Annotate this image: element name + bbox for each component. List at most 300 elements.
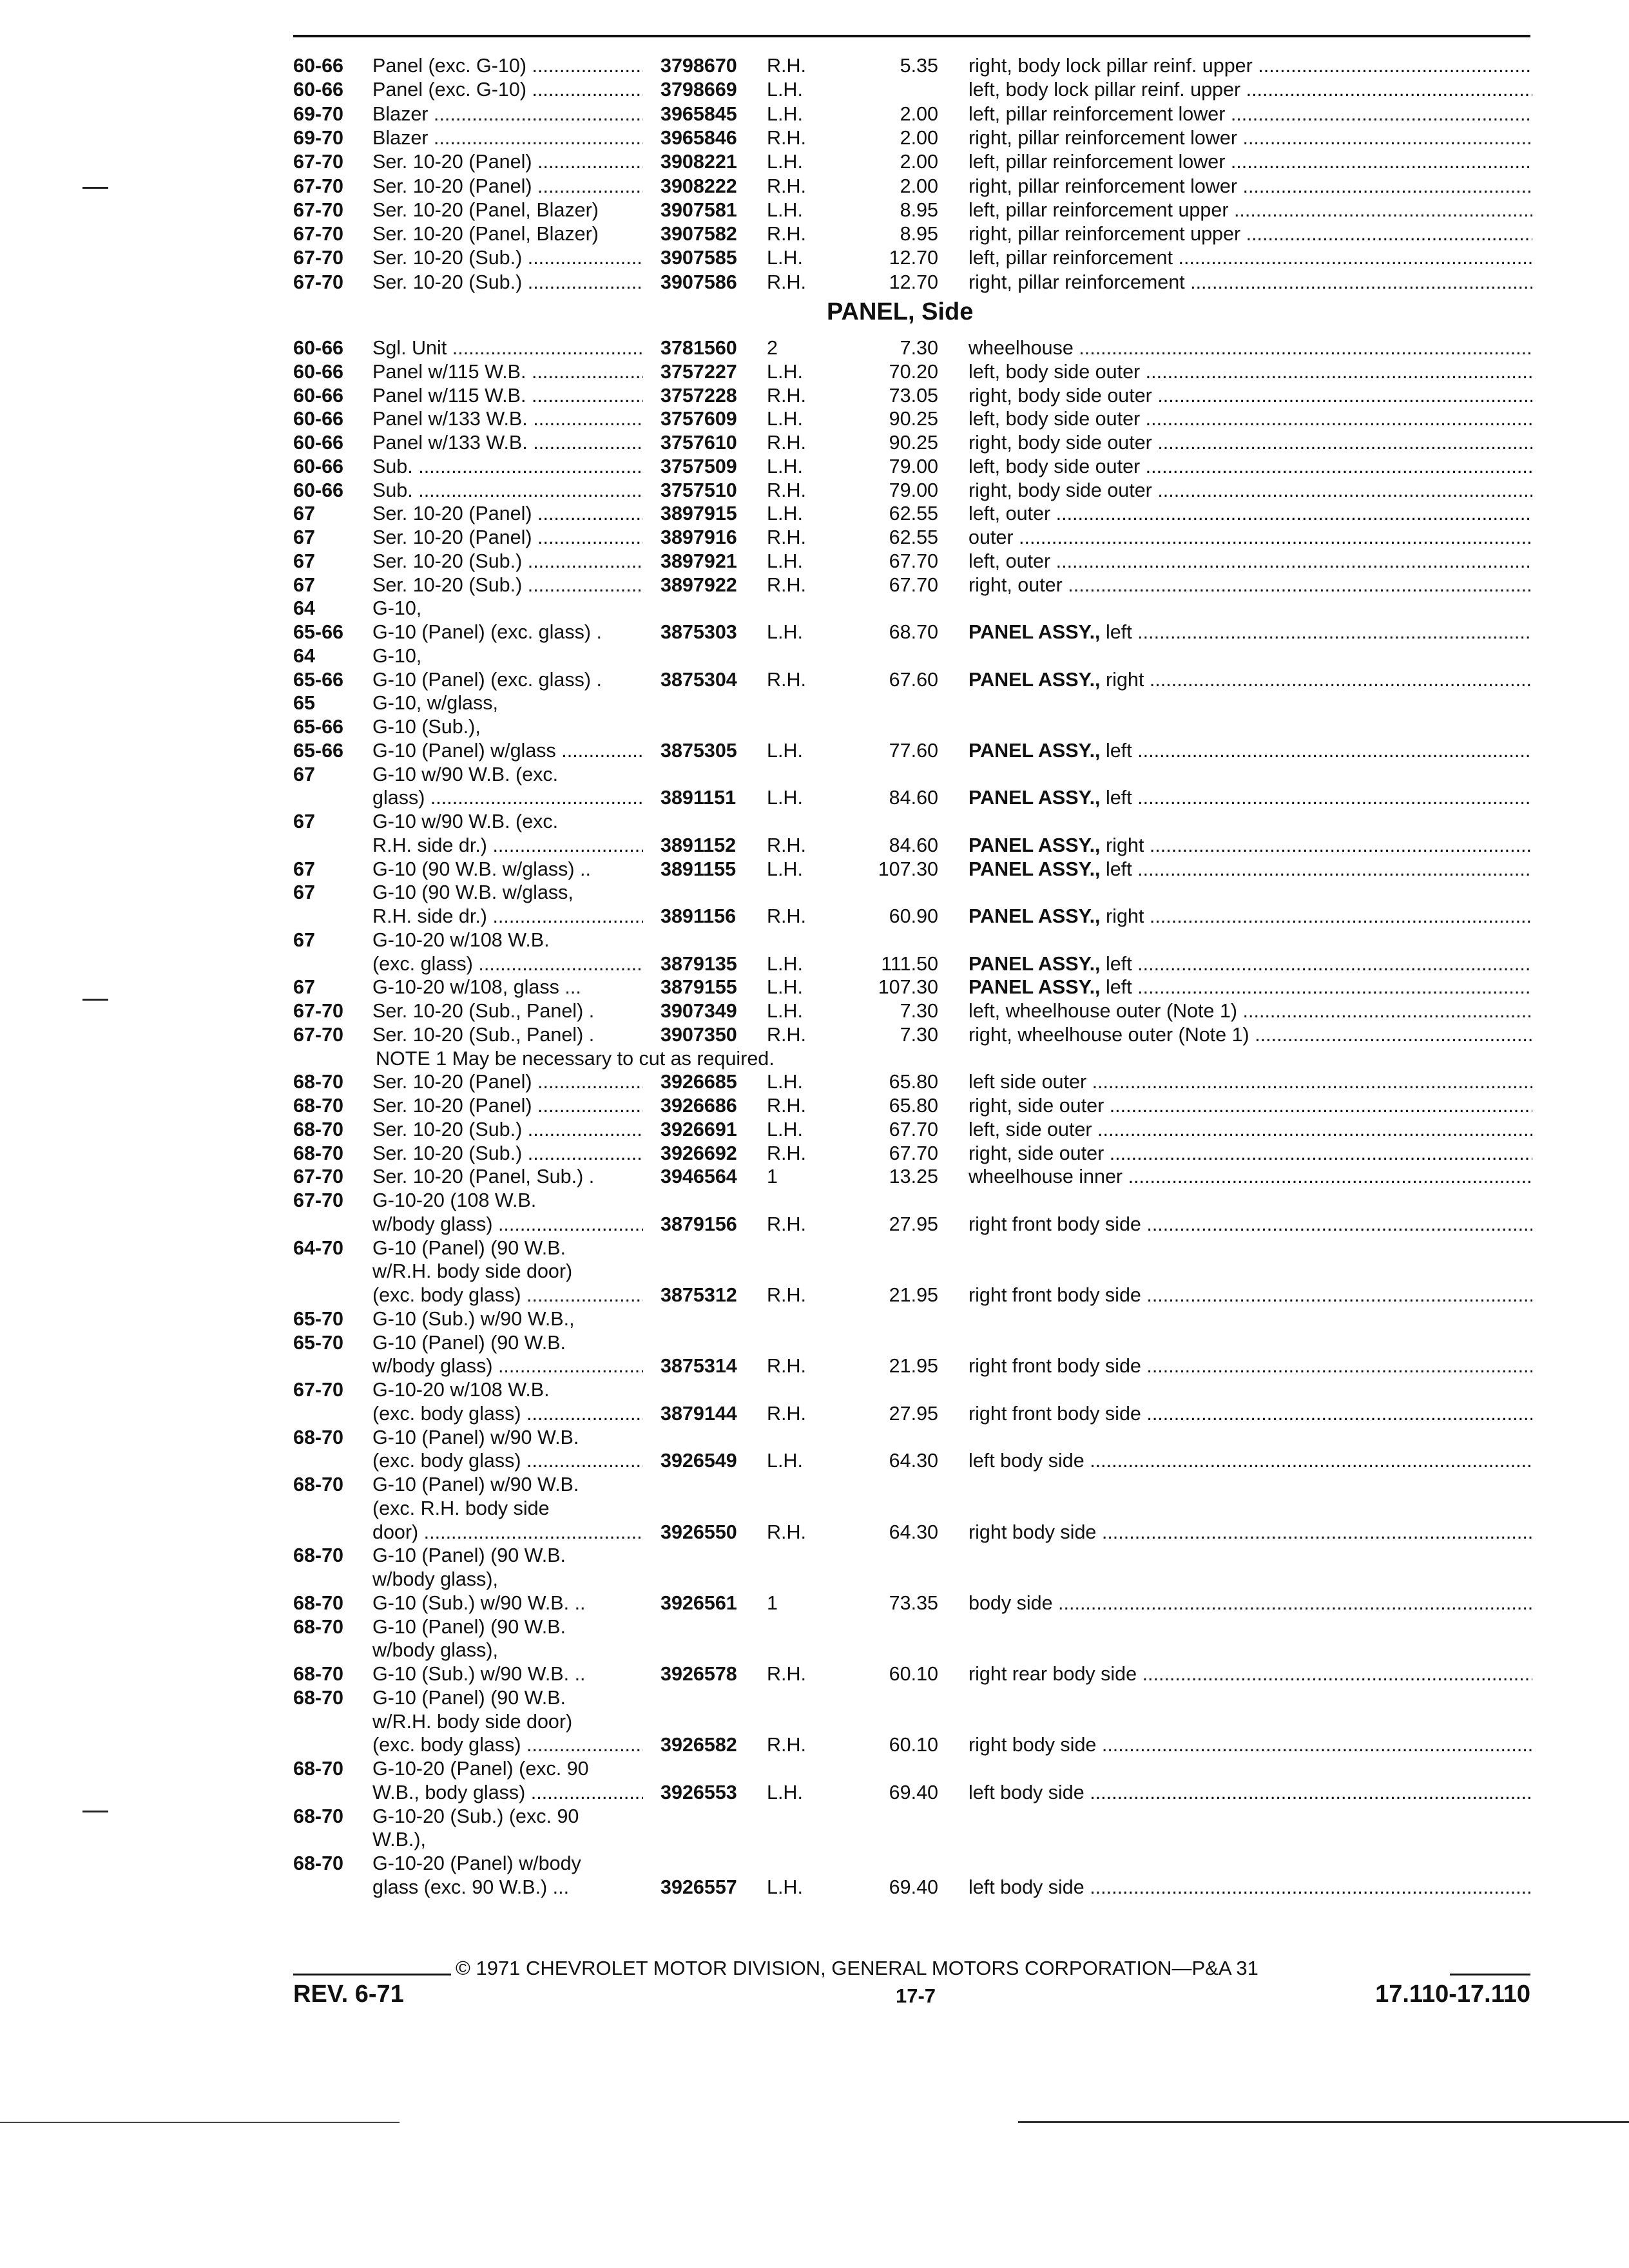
item-name [969,739,1532,762]
side-or-qty: L.H. [767,621,803,643]
part-number: 3891156 [660,905,737,927]
part-row [0,858,1629,881]
item-name [969,78,1532,101]
item-name-bold: PANEL ASSY., [969,669,1101,691]
side-or-qty: L.H. [767,1000,803,1022]
part-row [0,1710,1629,1733]
item-name-text: right, outer [969,574,1063,596]
application-desc: G-10 (Panel) (90 W.B. [372,1237,566,1259]
section-heading: PANEL, Side [827,298,974,325]
application-desc: G-10 (Panel) (90 W.B. [372,1332,566,1354]
item-name [969,1354,1532,1378]
part-row [0,1331,1629,1354]
side-or-qty: R.H. [767,1663,806,1685]
application-desc: G-10 (Sub.) w/90 W.B. .. [372,1592,586,1614]
item-name [969,952,1532,975]
side-or-qty: R.H. [767,127,806,149]
model-years: 68-70 [293,1142,344,1164]
part-number: 3891151 [660,787,737,809]
page-number: 17-7 [896,1984,936,2007]
part-row [0,479,1629,502]
application-desc: Ser. 10-20 (Panel) ..... [372,175,643,198]
item-name [969,1521,1532,1544]
side-or-qty: L.H. [767,1119,803,1140]
part-row [0,1307,1629,1331]
part-row [0,407,1629,430]
part-row [0,360,1629,383]
item-name-bold: PANEL ASSY., [969,953,1101,975]
part-row [0,550,1629,573]
model-years: 60-66 [293,79,344,101]
item-name-text: right front body side [969,1403,1141,1425]
model-years: 60-66 [293,479,344,501]
item-name [969,858,1532,881]
application-desc: Panel w/115 W.B. ..... [372,360,643,383]
side-or-qty: L.H. [767,1782,803,1803]
item-name [969,1023,1532,1046]
item-name [969,479,1532,502]
part-row [0,1544,1629,1567]
part-row [0,1260,1629,1283]
part-row [0,668,1629,691]
model-years: 60-66 [293,432,344,454]
item-name [969,1781,1532,1804]
part-number: 3875314 [660,1355,737,1377]
item-name-text: right [1106,669,1144,691]
price: 70.20 [889,361,938,383]
item-name [969,455,1532,478]
part-row [0,150,1629,173]
item-name [969,1283,1532,1307]
part-number: 3926691 [660,1119,737,1140]
item-name [969,975,1532,999]
model-years: 60-66 [293,385,344,407]
price: 79.00 [889,479,938,501]
part-row [0,175,1629,198]
application-desc: G-10 (Sub.), [372,716,481,738]
price: 67.70 [889,550,938,572]
part-row [0,1142,1629,1165]
model-years: 67 [293,858,315,880]
model-years: 60-66 [293,55,344,77]
item-name [969,550,1532,573]
part-row [0,526,1629,549]
item-name [969,271,1532,294]
side-or-qty: L.H. [767,199,803,221]
item-name-text: left body side [969,1782,1084,1803]
item-name-text: right body side [969,1734,1097,1756]
application-desc: G-10 w/90 W.B. (exc. [372,811,559,832]
application-desc: Panel w/133 W.B. ..... [372,407,643,430]
side-or-qty: L.H. [767,103,803,125]
model-years: 64 [293,597,315,619]
application-desc: G-10, [372,645,422,667]
part-number: 3907581 [660,199,737,221]
item-name-text: right, body side outer [969,479,1152,501]
side-or-qty: R.H. [767,479,806,501]
price: 8.95 [900,223,938,245]
price: 60.10 [889,1734,938,1756]
application-desc: G-10 (90 W.B. w/glass, [372,881,574,903]
item-name-bold: PANEL ASSY., [969,858,1101,880]
price: 111.50 [881,953,938,975]
part-row [0,928,1629,952]
part-number: 3965845 [660,103,737,125]
application-desc: w/R.H. body side door) [372,1260,573,1282]
item-name [969,360,1532,383]
application-desc: Panel w/133 W.B. ..... [372,431,643,454]
application-desc: Ser. 10-20 (Panel) ..... [372,526,643,549]
part-number: 3781560 [660,337,737,359]
part-number: 3757609 [660,408,737,430]
part-number: 3926553 [660,1782,737,1803]
part-number: 3798670 [660,55,737,77]
application-desc: G-10-20 w/108 W.B. [372,929,550,951]
item-name [969,668,1532,691]
item-name [969,126,1532,149]
item-name-text: right, side outer [969,1095,1104,1117]
application-desc: G-10-20 w/108, glass ... [372,976,581,998]
side-or-qty: R.H. [767,1284,806,1306]
model-years: 68-70 [293,1474,344,1495]
part-row [0,620,1629,644]
model-years: 68-70 [293,1852,344,1874]
item-name [969,431,1532,454]
application-desc: (exc. body glass) ..... [372,1283,643,1307]
part-row [0,975,1629,999]
application-desc: Ser. 10-20 (Sub.) ..... [372,550,643,573]
part-number: 3926582 [660,1734,737,1756]
item-name [969,1213,1532,1236]
application-desc: w/R.H. body side door) [372,1711,573,1733]
application-desc: Ser. 10-20 (Sub.) ..... [372,246,643,269]
price: 13.25 [889,1166,938,1187]
side-or-qty: R.H. [767,271,806,293]
item-name-text: left, pillar reinforcement [969,247,1173,269]
price: 67.70 [889,1142,938,1164]
price: 62.55 [889,503,938,524]
part-row [0,222,1629,245]
side-or-qty: L.H. [767,858,803,880]
application-desc: Blazer ..... [372,102,643,126]
item-name-text: wheelhouse [969,337,1074,359]
application-desc: G-10 (Panel) (exc. glass) . [372,669,602,691]
item-name-text: right [1106,905,1144,927]
part-number: 3897921 [660,550,737,572]
price: 65.80 [889,1071,938,1093]
model-years: 67-70 [293,1379,344,1401]
part-row [0,881,1629,904]
item-name-text: left, wheelhouse outer (Note 1) [969,1000,1238,1022]
price: 84.60 [889,834,938,856]
model-years: 68-70 [293,1663,344,1685]
part-row [0,271,1629,294]
price: 27.95 [889,1213,938,1235]
bottom-rule [1018,2121,1629,2123]
item-name [969,336,1532,360]
price: 79.00 [889,456,938,477]
part-number: 3757509 [660,456,737,477]
model-years: 68-70 [293,1427,344,1448]
part-row [0,246,1629,269]
item-name-text: right front body side [969,1284,1141,1306]
price: 64.30 [889,1521,938,1543]
item-name [969,999,1532,1023]
item-name-text: left, body side outer [969,361,1141,383]
part-row [0,597,1629,620]
application-desc: Ser. 10-20 (Panel, Blazer) [372,223,599,245]
item-name [969,1118,1532,1141]
part-number: 3757228 [660,385,737,407]
item-name [969,1591,1532,1615]
item-name [969,1449,1532,1472]
item-name [969,54,1532,77]
price: 12.70 [889,247,938,269]
item-name-text: right, body side outer [969,432,1152,454]
application-desc: Ser. 10-20 (Panel, Sub.) . [372,1166,595,1187]
model-years: 67 [293,764,315,785]
price: 84.60 [889,787,938,809]
price: 21.95 [889,1284,938,1306]
part-row [0,1354,1629,1378]
item-name-text: right, pillar reinforcement lower [969,127,1237,149]
item-name-text: left [1106,953,1132,975]
price: 60.90 [889,905,938,927]
side-or-qty: R.H. [767,432,806,454]
price: 62.55 [889,526,938,548]
model-years: 67 [293,811,315,832]
copyright-text: © 1971 CHEVROLET MOTOR DIVISION, GENERAL MOTORS CORPORATION—P&A 31 [456,1957,1258,1979]
model-years: 65-66 [293,621,344,643]
model-years: 68-70 [293,1071,344,1093]
model-years: 68-70 [293,1616,344,1638]
part-row [0,1094,1629,1117]
application-desc: G-10-20 (Panel) w/body [372,1852,581,1874]
model-years: 67 [293,550,315,572]
application-desc: w/body glass) ..... [372,1354,643,1378]
side-or-qty: R.H. [767,1734,806,1756]
part-row [0,1023,1629,1046]
part-number: 3875305 [660,740,737,762]
application-desc: Sgl. Unit ..... [372,336,643,360]
application-desc: G-10 (Panel) (exc. glass) . [372,621,602,643]
part-row [0,1118,1629,1141]
part-row [0,1521,1629,1544]
item-name [969,502,1532,525]
application-desc: Ser. 10-20 (Panel) ..... [372,1070,643,1093]
model-years: 67 [293,503,315,524]
part-row [0,952,1629,975]
part-number: 3879155 [660,976,737,998]
price: 90.25 [889,432,938,454]
model-years: 68-70 [293,1687,344,1709]
item-name-text: right front body side [969,1355,1141,1377]
side-or-qty: R.H. [767,834,806,856]
item-name-text: left, body side outer [969,408,1141,430]
revision-label: REV. 6-71 [293,1981,404,2008]
price: 67.70 [889,574,938,596]
application-desc: G-10 (Panel) (90 W.B. [372,1687,566,1709]
application-desc: Ser. 10-20 (Panel) ..... [372,1094,643,1117]
item-name [969,407,1532,430]
application-desc: (exc. body glass) ..... [372,1733,643,1756]
model-years: 65 [293,692,315,714]
item-name-text: right front body side [969,1213,1141,1235]
price: 73.35 [889,1592,938,1614]
model-years: 67-70 [293,175,344,197]
part-row [0,999,1629,1023]
item-name-text: left side outer [969,1071,1087,1093]
part-row [0,1686,1629,1709]
item-name [969,1142,1532,1165]
application-desc: Sub. ..... [372,479,643,502]
part-row [0,198,1629,222]
part-row [0,1070,1629,1093]
application-desc: Panel (exc. G-10) ..... [372,54,643,77]
application-desc: G-10 (90 W.B. w/glass) .. [372,858,591,880]
part-row [0,431,1629,454]
part-row [0,1236,1629,1260]
part-number: 3879144 [660,1403,737,1425]
model-years: 69-70 [293,127,344,149]
part-number: 3907586 [660,271,737,293]
item-name [969,905,1532,928]
price: 7.30 [900,1000,938,1022]
item-name [969,1165,1532,1188]
price: 69.40 [889,1876,938,1898]
model-years: 67-70 [293,151,344,173]
model-years: 67-70 [293,199,344,221]
price: 2.00 [900,103,938,125]
side-or-qty: R.H. [767,526,806,548]
item-name [969,1662,1532,1686]
part-row [0,1733,1629,1756]
side-or-qty: R.H. [767,1024,806,1046]
model-years: 67 [293,526,315,548]
bottom-rule [0,2122,400,2123]
price: 2.00 [900,127,938,149]
part-row [0,1449,1629,1472]
part-row [0,1283,1629,1307]
price: 107.30 [878,976,938,998]
application-desc: Ser. 10-20 (Panel, Blazer) [372,199,599,221]
item-name [969,1876,1532,1899]
part-number: 3875303 [660,621,737,643]
price: 12.70 [889,271,938,293]
item-name-text: right, pillar reinforcement upper [969,223,1241,245]
side-or-qty: R.H. [767,1355,806,1377]
application-desc: (exc. body glass) ..... [372,1449,643,1472]
application-desc: G-10 (Panel) (90 W.B. [372,1616,566,1638]
part-number: 3875304 [660,669,737,691]
model-years: 68-70 [293,1544,344,1566]
side-or-qty: L.H. [767,1450,803,1472]
item-name-text: left [1106,787,1132,809]
item-name [969,102,1532,126]
part-row [0,336,1629,360]
side-or-qty: L.H. [767,550,803,572]
part-number: 3897916 [660,526,737,548]
part-number: 3908222 [660,175,737,197]
model-years: 64-70 [293,1237,344,1259]
price: 2.00 [900,151,938,173]
item-name-bold: PANEL ASSY., [969,740,1101,762]
part-number: 3965846 [660,127,737,149]
model-years: 65-70 [293,1332,344,1354]
part-row [0,1757,1629,1780]
application-desc: (exc. body glass) ..... [372,1402,643,1425]
item-name-text: left, pillar reinforcement lower [969,151,1226,173]
part-row [0,1165,1629,1188]
part-row [0,1781,1629,1804]
item-name [969,246,1532,269]
side-or-qty: L.H. [767,503,803,524]
price: 90.25 [889,408,938,430]
part-row [0,455,1629,478]
part-row [0,1662,1629,1686]
side-or-qty: R.H. [767,669,806,691]
item-name-text: right, pillar reinforcement [969,271,1185,293]
model-years: 65-66 [293,716,344,738]
side-or-qty: R.H. [767,1142,806,1164]
part-number: 3926686 [660,1095,737,1117]
side-or-qty: R.H. [767,1403,806,1425]
part-number: 3946564 [660,1166,737,1187]
item-name-text: right body side [969,1521,1097,1543]
part-row [0,1426,1629,1449]
model-years: 67 [293,881,315,903]
application-desc: Ser. 10-20 (Sub.) ..... [372,271,643,294]
part-number: 3926685 [660,1071,737,1093]
side-or-qty: L.H. [767,787,803,809]
item-name [969,1070,1532,1093]
part-row [0,905,1629,928]
model-years: 60-66 [293,456,344,477]
section-number: 17.110-17.110 [1375,1981,1530,2008]
item-name-bold: PANEL ASSY., [969,905,1101,927]
application-desc: W.B.), [372,1829,427,1850]
item-name [969,175,1532,198]
part-row [0,691,1629,715]
application-desc: Panel (exc. G-10) ..... [372,78,643,101]
item-name-text: left, pillar reinforcement lower [969,103,1226,125]
model-years: 60-66 [293,337,344,359]
model-years: 67-70 [293,271,344,293]
side-or-qty: 2 [767,337,778,359]
application-desc: w/body glass), [372,1568,498,1590]
application-desc: glass (exc. 90 W.B.) ... [372,1876,570,1898]
price: 5.35 [900,55,938,77]
part-row [0,1876,1629,1899]
item-name-text: left body side [969,1876,1084,1898]
part-number: 3757510 [660,479,737,501]
model-years: 67-70 [293,247,344,269]
item-name-text: left [1106,621,1132,643]
model-years: 67-70 [293,1000,344,1022]
price: 8.95 [900,199,938,221]
part-row [0,126,1629,149]
item-name-text: right, side outer [969,1142,1104,1164]
part-number: 3757610 [660,432,737,454]
part-row [0,1591,1629,1615]
item-name-bold: PANEL ASSY., [969,787,1101,809]
item-name [969,620,1532,644]
part-row [0,1615,1629,1639]
application-desc: G-10 (Panel) w/90 W.B. [372,1474,579,1495]
part-row [0,1047,1629,1070]
price: 67.60 [889,669,938,691]
application-desc: G-10-20 (Sub.) (exc. 90 [372,1805,579,1827]
